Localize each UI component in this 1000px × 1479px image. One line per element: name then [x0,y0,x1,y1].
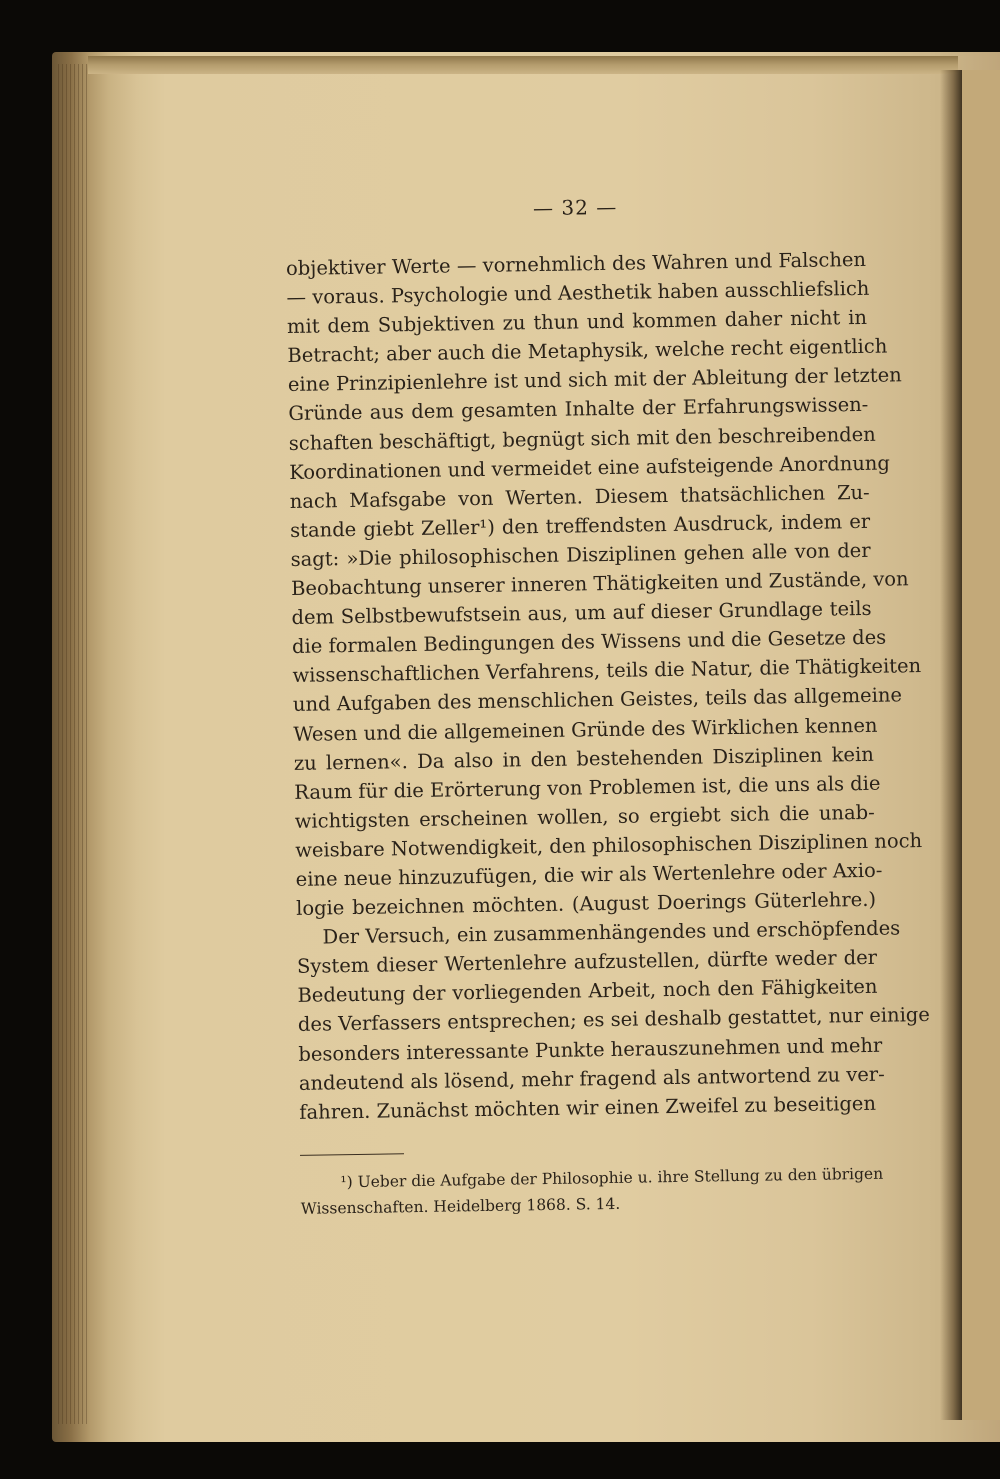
footnote [300,1161,884,1222]
text-line: wichtigsten erscheinen wollen, so ergiebt sich die unab- [294,800,875,833]
page-stack-edges [58,64,88,1424]
text-line: — voraus. Psychologie und Aesthetik haben ausschliefslich [286,276,870,310]
text-line: stande giebt Zeller¹) den treffendsten Ausdruck, indem er [290,509,871,542]
text-line: objektiver Werte — vornehmlich des Wahren und Falschen [285,247,867,280]
spine-shadow [940,70,962,1420]
text-line: des Verfassers entsprechen; es sei deshalb gestattet, nur einige [297,1003,931,1037]
text-line: schaften beschäftigt, begnügt sich mit den beschreibenden [288,422,876,455]
facing-page-edge [962,70,1000,1420]
paragraph [285,245,923,923]
text-line: Koordinationen und vermeidet eine aufsteigende Anordnung [289,451,891,484]
footnote-line: Wissenschaften. Heidelberg 1868. S. 14. [300,1194,621,1218]
text-line: Wesen und die allgemeinen Gründe des Wirklichen kennen [293,713,878,746]
text-line: weisbare Notwendigkeit, den philosophischen Disziplinen noch [295,828,923,862]
text-line: logie bezeichnen möchten. (August Doerings Güterlehre.) [295,887,877,920]
page-number: — 32 — [532,194,618,221]
text-line: und Aufgaben des menschlichen Geistes, teils das allgemeine [292,683,903,717]
text-line: Gründe aus dem gesamten Inhalte der Erfahrungswissen- [288,393,869,426]
text-line: besonders interessante Punkte herauszunehmen und mehr [298,1033,883,1066]
text-line: dem Selbstbewufstsein aus, um auf dieser Grundlage teils [291,596,872,630]
body-text [285,245,931,1127]
text-line: mit dem Subjektiven zu thun und kommen daher nicht in [286,306,868,339]
text-line: sagt: »Die philosophischen Disziplinen gehen alle von der [290,538,871,571]
text-line: eine Prinzipienlehre ist und sich mit der Ableitung der letzten [287,363,902,397]
text-line: Der Versuch, ein zusammenhängendes und erschöpfendes [322,916,901,949]
text-line: System dieser Wertenlehre aufzustellen, dürfte weder der [296,946,878,979]
text-line: Betracht; aber auch die Metaphysik, welche recht eigentlich [287,334,888,368]
text-line: wissenschaftlichen Verfahrens, teils die Natur, die Thätigkeiten [292,654,922,688]
footnote-rule [300,1153,404,1156]
paragraph [296,914,931,1127]
page-top-edge [88,56,958,74]
text-line: die formalen Bedingungen des Wissens und die Gesetze des [291,625,887,659]
text-line: Raum für die Erörterung von Problemen ist, die uns als die [294,771,881,804]
text-line: Beobachtung unserer inneren Thätigkeiten und Zustände, von [290,567,909,600]
text-line: nach Mafsgabe von Werten. Diesem thatsächlichen Zu- [289,480,870,513]
text-line: andeutend als lösend, mehr fragend als antwortend zu ver- [298,1062,885,1095]
text-line: eine neue hinzuzufügen, die wir als Wertenlehre oder Axio- [295,858,883,891]
page-content [285,191,931,1222]
text-line: zu lernen«. Da also in den bestehenden Disziplinen kein [293,742,874,775]
footnote-line: ¹) Ueber die Aufgabe der Philosophie u. ihre Stellung zu den übrigen [340,1164,884,1192]
text-line: Bedeutung der vorliegenden Arbeit, noch den Fähigkeiten [297,975,878,1008]
text-line: fahren. Zunächst möchten wir einen Zweifel zu beseitigen [299,1091,877,1124]
